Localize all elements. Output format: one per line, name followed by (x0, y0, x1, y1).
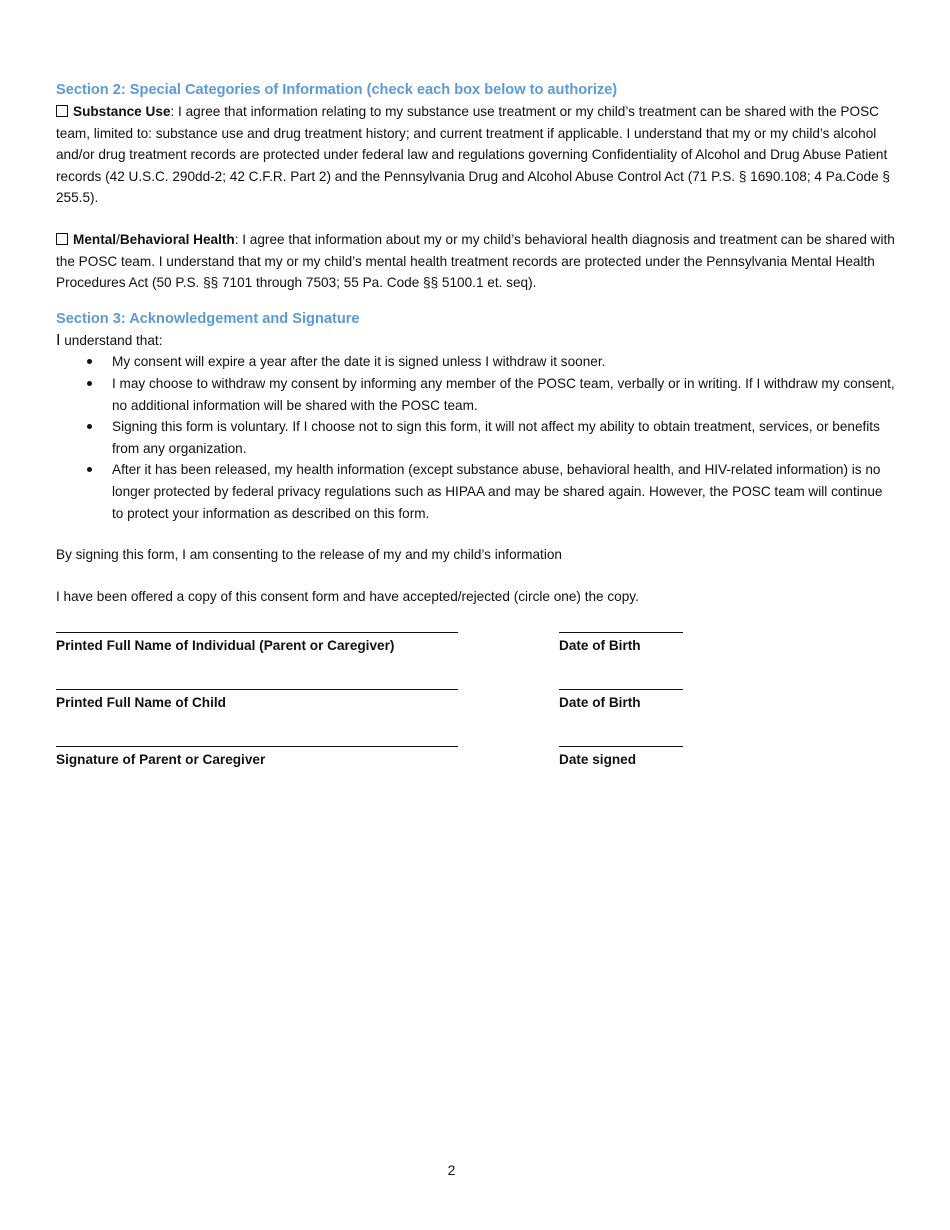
document-page (56, 80, 896, 792)
child-name-label: Printed Full Name of Child (56, 695, 226, 711)
page-number: 2 (447, 1162, 456, 1178)
acknowledgement-list (56, 351, 896, 524)
understand-intro (56, 330, 896, 352)
list-item-text: I may choose to withdraw my consent by informing any member of the POSC team, verbally or in writing. If I withdraw my consent, no additional information will be shared with the POSC team. (112, 375, 895, 413)
parent-name-label: Printed Full Name of Individual (Parent or Caregiver) (56, 638, 395, 654)
copy-statement: I have been offered a copy of this consent form and have accepted/rejected (circle one) the copy. (56, 588, 639, 604)
substance-use-checkbox[interactable] (56, 105, 68, 117)
bullet-icon (87, 424, 92, 429)
list-item-text: Signing this form is voluntary. If I choose not to sign this form, it will not affect my ability to obtain treatment, services, or benefits from any organization. (112, 419, 880, 456)
list-item (56, 351, 896, 373)
signature-row-child-name (56, 678, 896, 735)
substance-use-text: : I agree that information relating to my substance use treatment or my child’s treatment can be shared with the POSC team, limited to: substance use and drug treatment history; and current treatment if applicable. I understand that my or my child’s alcohol and/or drug treatment records are protected under federal law and regulations governing Confidentiality of Alcohol and Drug Abuse Patient records (42 U.S.C. 290dd-2; 42 C.F.R. Part 2) and the Pennsylvania Drug and Alcohol Abuse Control Act (71 P.S. § 1690.108; 4 Pa.Code § 255.5). (56, 104, 890, 206)
child-dob-line[interactable] (559, 689, 683, 690)
date-signed-label: Date signed (559, 752, 637, 768)
consent-statement: By signing this form, I am consenting to the release of my and my child’s information (56, 547, 562, 563)
list-item (56, 459, 896, 524)
child-dob-label: Date of Birth (559, 695, 641, 711)
mental-health-label-a: Mental (73, 231, 117, 247)
section-3-heading: Section 3: Acknowledgement and Signature (56, 310, 360, 327)
substance-use-paragraph (56, 101, 896, 209)
bullet-icon (87, 359, 92, 364)
mental-health-text: : I agree that information about my or my child’s behavioral health diagnosis and treatment can be shared with the POSC team. I understand that my or my child’s mental health treatment records are protected under the Pennsylvania Mental Health Procedures Act (50 P.S. §§ 7101 through 7503; 55 Pa. Code §§ 5100.1 et. seq). (56, 231, 895, 291)
mental-health-separator: / (116, 231, 120, 247)
list-item-text: My consent will expire a year after the date it is signed unless I withdraw it sooner. (112, 354, 606, 370)
list-item-text: After it has been released, my health information (except substance abuse, behavioral health, and HIV-related information) is no longer protected by federal privacy regulations such as HIPAA and may be shared again. However, the POSC team will continue to protect your information as described on this form. (112, 462, 883, 521)
understand-intro-rest: understand that: (60, 332, 163, 348)
bullet-icon (87, 467, 92, 472)
signature-row-parent-name (56, 621, 896, 678)
parent-dob-line[interactable] (559, 632, 683, 633)
parent-dob-label: Date of Birth (559, 638, 641, 654)
parent-signature-label: Signature of Parent or Caregiver (56, 752, 266, 768)
mental-health-label-b: Behavioral Health (119, 231, 235, 247)
understand-intro-first: I (56, 331, 61, 349)
date-signed-line[interactable] (559, 746, 683, 747)
mental-health-checkbox[interactable] (56, 233, 68, 245)
section-2-heading: Section 2: Special Categories of Information (check each box below to authorize) (56, 82, 618, 98)
parent-signature-line[interactable] (56, 746, 458, 747)
parent-name-line[interactable] (56, 632, 458, 633)
bullet-icon (87, 381, 92, 386)
list-item (56, 416, 896, 459)
signature-row-parent-signature (56, 735, 896, 792)
list-item (56, 373, 896, 416)
child-name-line[interactable] (56, 689, 458, 690)
substance-use-label: Substance Use (73, 104, 171, 119)
mental-health-paragraph (56, 229, 896, 294)
